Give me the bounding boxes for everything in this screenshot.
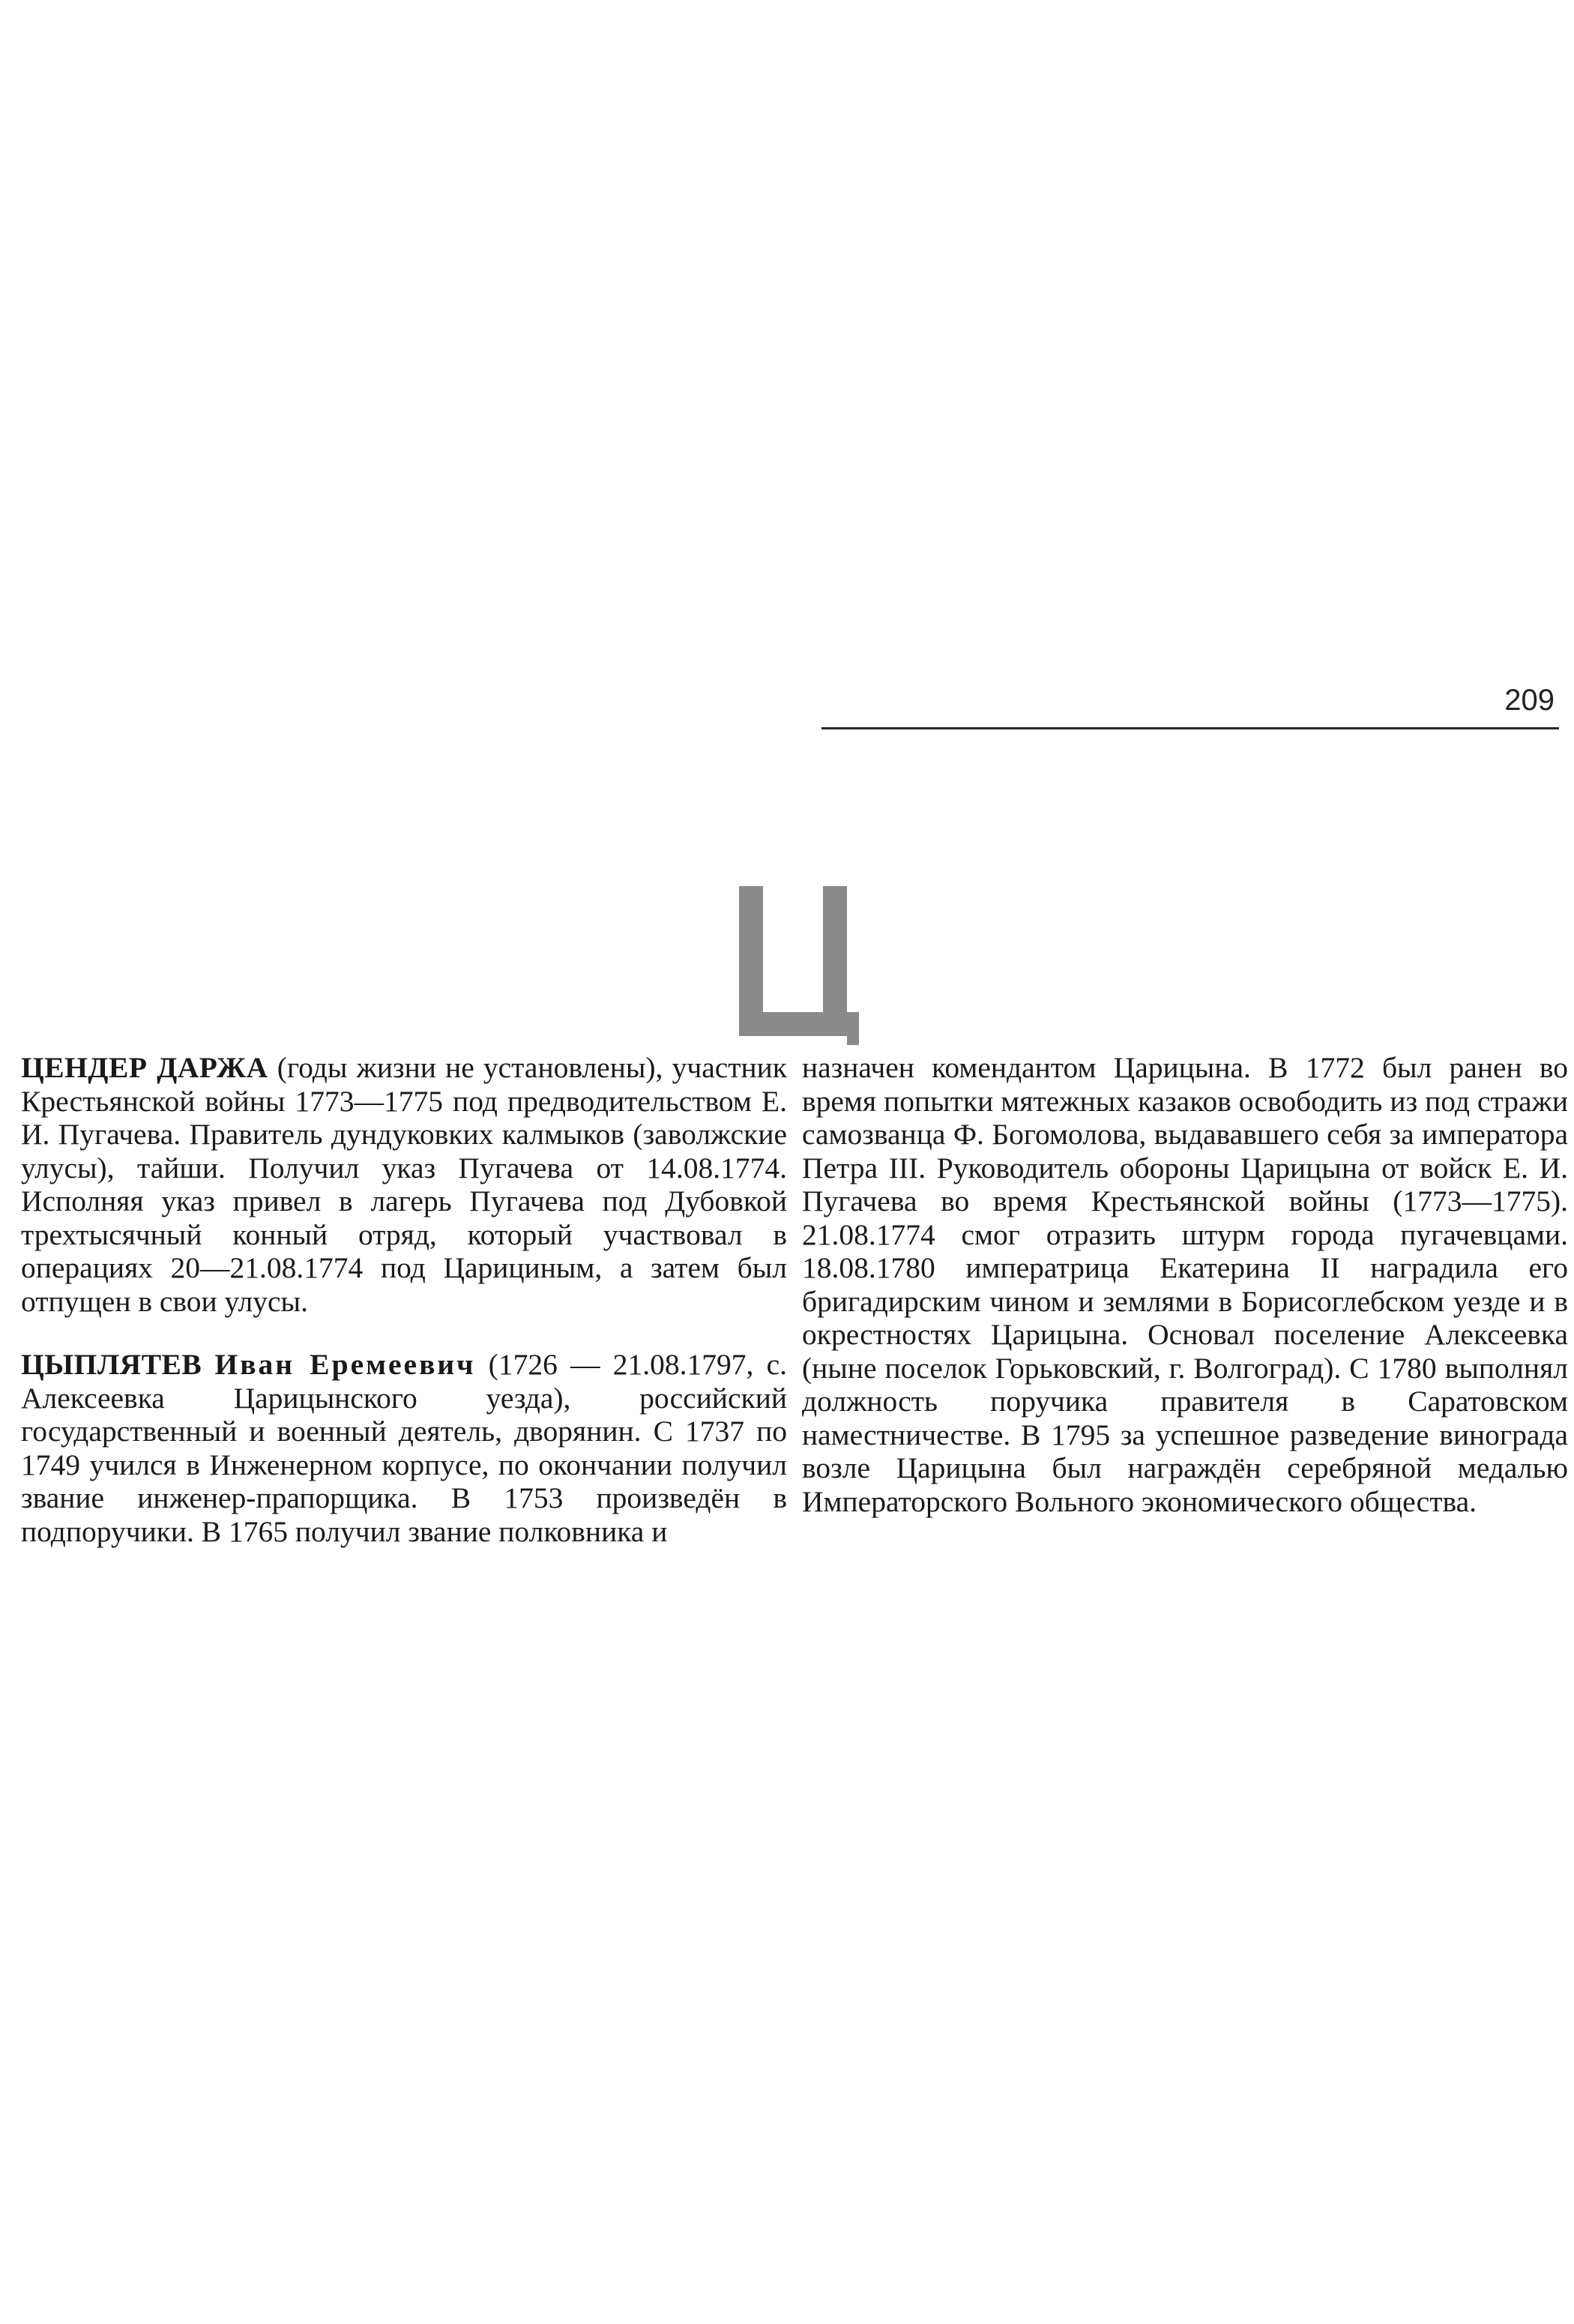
entry-subname: Иван Еремеевич	[214, 1348, 476, 1381]
entry-tsyplyatev	[21, 1348, 787, 1548]
section-letter	[739, 886, 859, 1045]
left-column	[21, 1051, 787, 1548]
page-number: 209	[1504, 684, 1555, 717]
entry-tsyplyatev-continuation	[802, 1051, 1568, 1518]
entry-headword: ЦЫПЛЯТЕВ	[21, 1348, 202, 1381]
entry-text: (1726 — 21.08.1797, с. Алексеевка Царицынского уезда), российский государственный и военный деятель, дворянин. С 1737 по 1749 учился в Инженерном корпусе, по окончании получил звание инженер-прапорщика. В 1753 произведён в подпоручики. В 1765 получил звание полковника и	[21, 1348, 788, 1548]
entry-text: назначен комендантом Царицына. В 1772 был ранен во время попытки мятежных казаков освободить из под стражи самозванца Ф. Богомолова, выдававшего себя за императора Петра III. Руководитель обороны Царицына от войск Е. И. Пугачева во время Крестьянской войны (1773—1775). 21.08.1774 смог отразить штурм города пугачевцами. 18.08.1780 императрица Екатерина II наградила его бригадирским чином и землями в Борисоглебском уезде и в окрестностях Царицына. Основал поселение Алексеевка (ныне поселок Горьковский, г. Волгоград). С 1780 выполнял должность поручика правителя в Саратовском наместничестве. В 1795 за успешное разведение винограда возле Царицына был награждён серебряной медалью Императорского Вольного экономического общества.	[802, 1051, 1568, 1518]
entry-headword: ЦЕНДЕР ДАРЖА	[21, 1051, 268, 1084]
entry-text: (годы жизни не установлены), участник Крестьянской войны 1773—1775 под предводительством Е. И. Пугачева. Правитель дундуковких калмыков (заволжские улусы), тайши. Получил указ Пугачева от 14.08.1774. Исполняя указ привел в лагерь Пугачева под Дубовкой трехтысячный конный отряд, который участвовал в операциях 20—21.08.1774 под Царициным, а затем был отпущен в свои улусы.	[21, 1051, 787, 1318]
header-rule	[821, 727, 1559, 729]
entry-tsender-darzha	[21, 1051, 787, 1318]
right-column	[802, 1051, 1568, 1518]
